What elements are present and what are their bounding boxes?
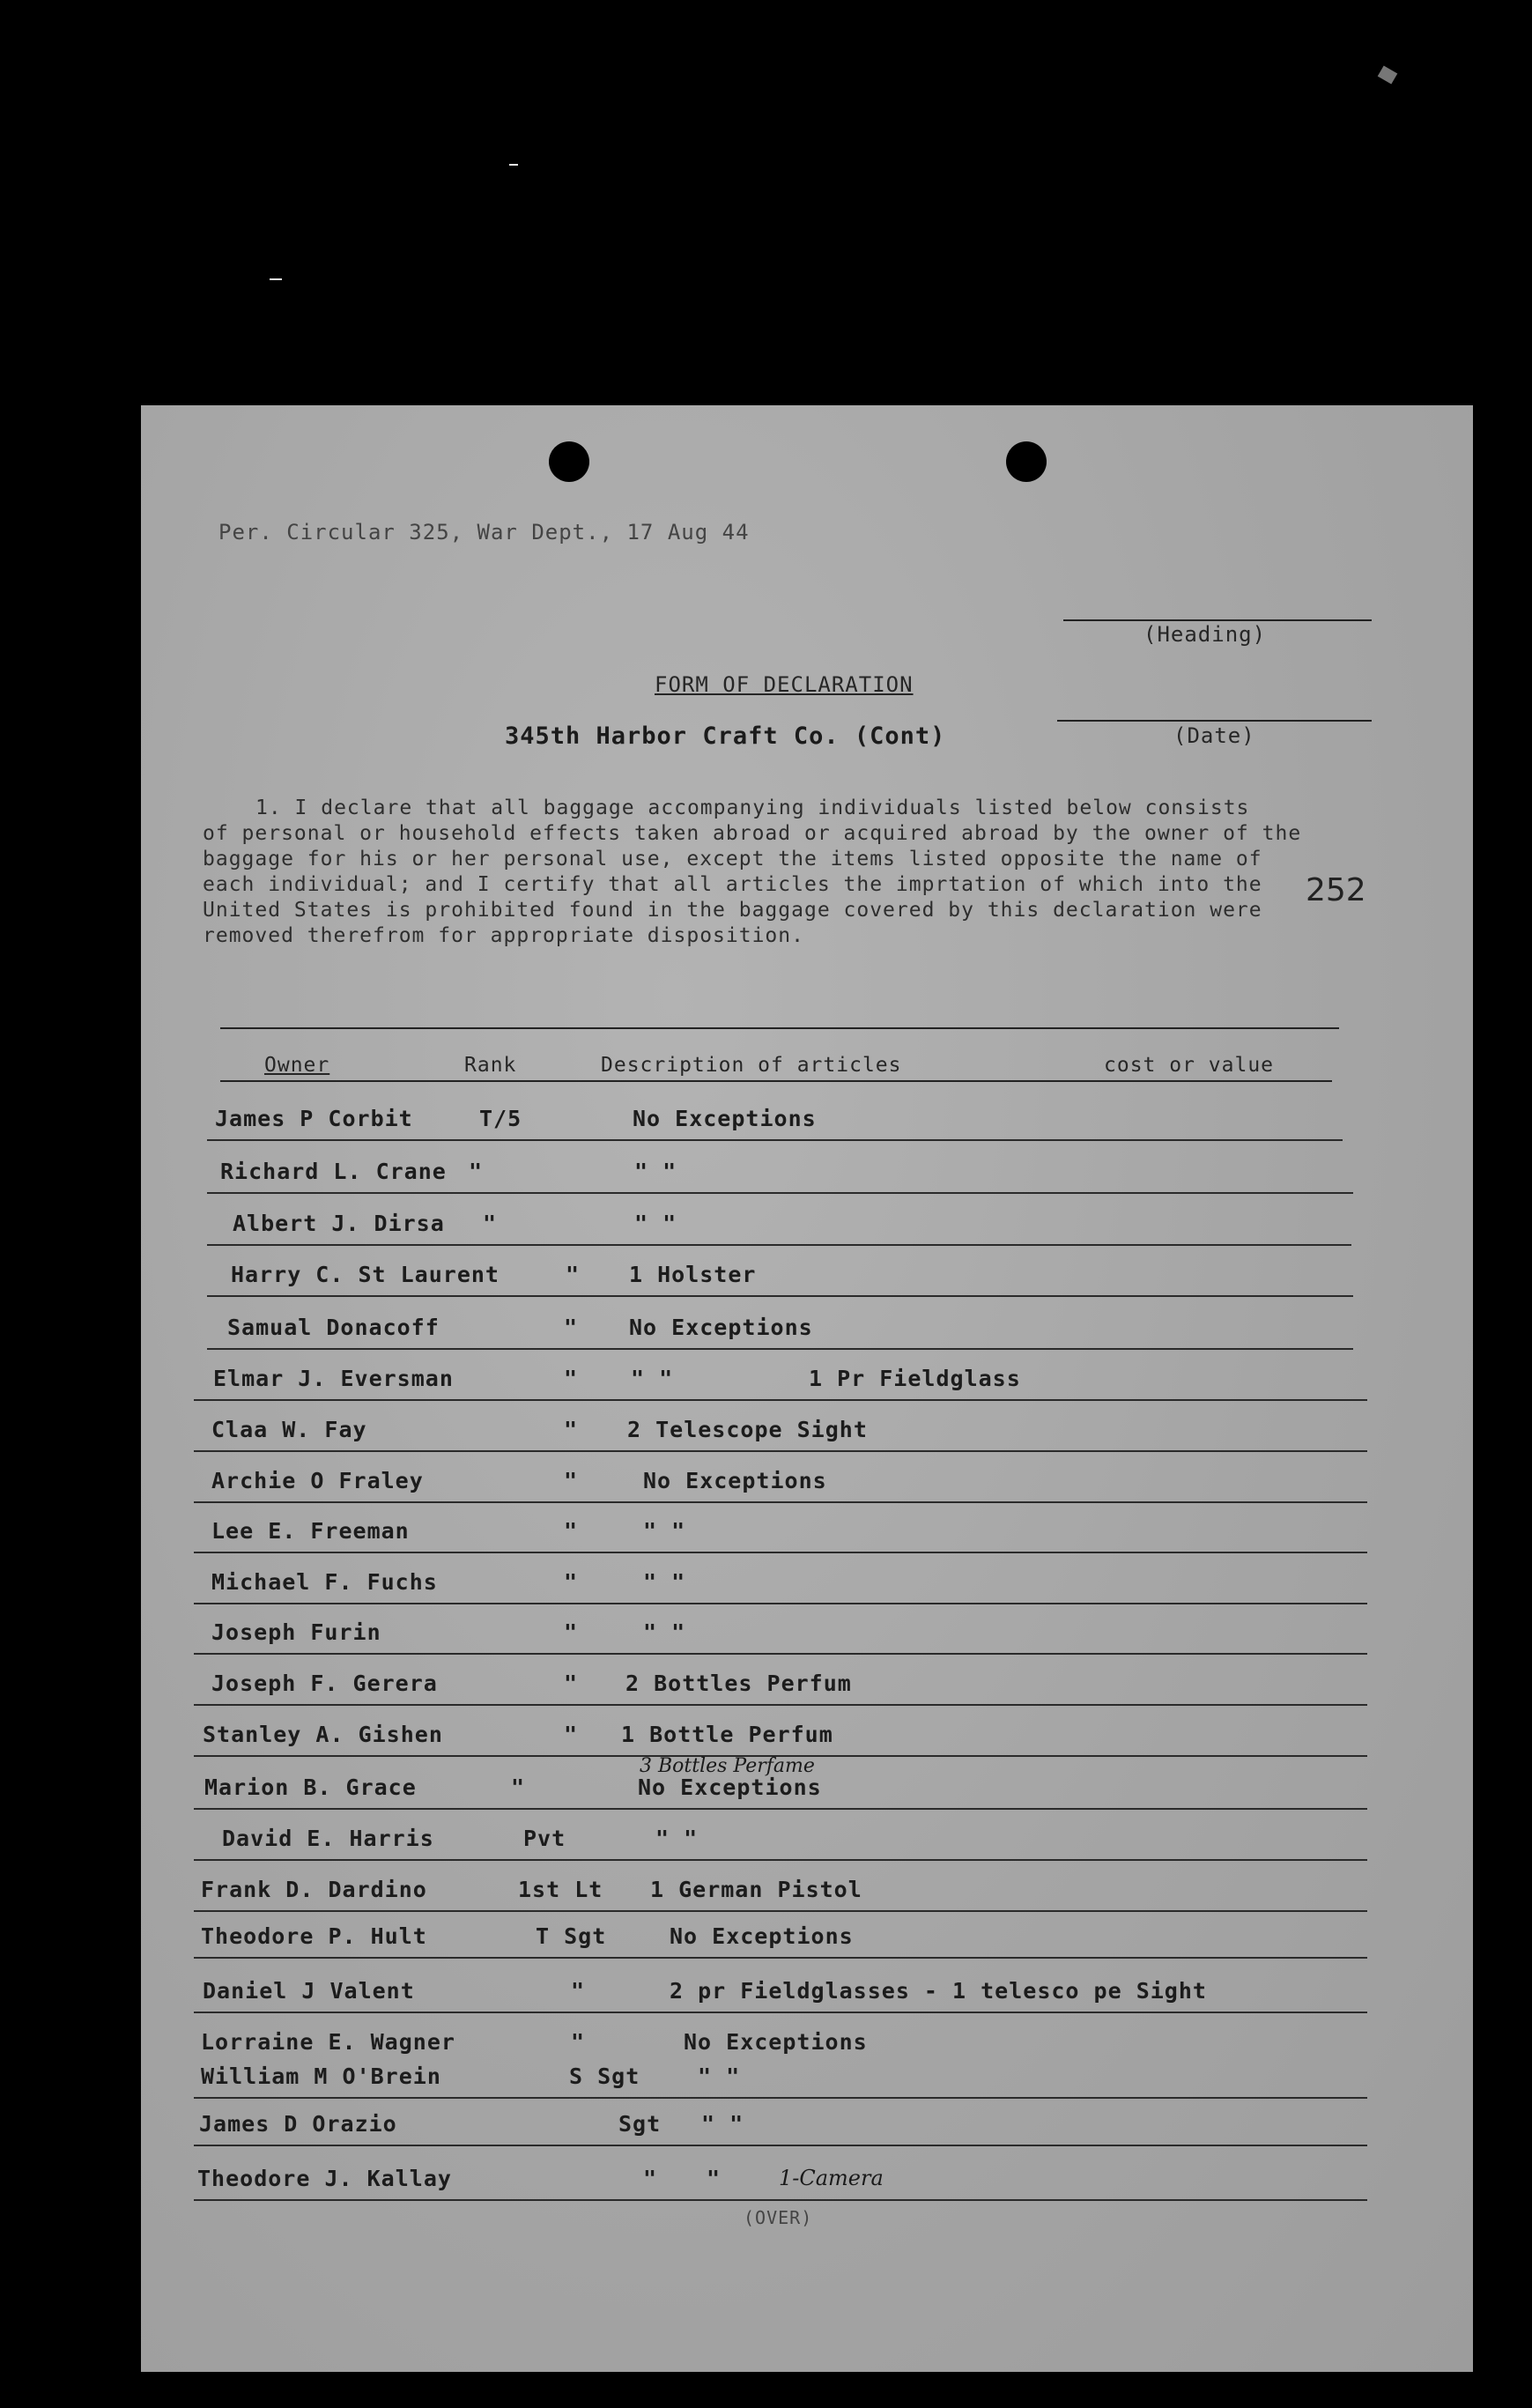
description-cell: ": [707, 2166, 722, 2191]
description-cell: " ": [643, 1619, 686, 1645]
declaration-form-page: [141, 405, 1473, 2372]
owner-cell: Samual Donacoff: [227, 1315, 440, 1340]
owner-cell: Daniel J Valent: [203, 1978, 415, 2004]
table-row: [141, 1159, 1473, 1194]
description-cell: No Exceptions: [638, 1775, 822, 1800]
row-line: [194, 2097, 1367, 2099]
row-line: [194, 2145, 1367, 2146]
row-line: [207, 1348, 1353, 1350]
column-rank: Rank: [464, 1054, 517, 1077]
date-label: (Date): [1173, 723, 1255, 748]
rank-cell: ": [564, 1315, 579, 1340]
description-cell: 1 Holster: [629, 1262, 757, 1287]
column-cost: cost or value: [1104, 1054, 1275, 1077]
rank-cell: ": [571, 1978, 586, 2004]
description-cell: 2 pr Fieldglasses - 1 telesco pe Sight: [670, 1978, 1207, 2004]
owner-cell: Elmar J. Eversman: [213, 1366, 454, 1391]
description-cell: No Exceptions: [670, 1923, 854, 1949]
rank-cell: Sgt: [618, 2111, 662, 2137]
description-cell: " ": [643, 1518, 686, 1544]
handwritten-camera-note: 1-Camera: [779, 2166, 884, 2190]
owner-cell: Lorraine E. Wagner: [201, 2029, 455, 2055]
description-cell: No Exceptions: [684, 2029, 868, 2055]
row-line: [194, 1501, 1367, 1503]
row-line: [194, 1957, 1367, 1959]
table-row: [141, 1671, 1473, 1706]
punch-hole-left: [549, 441, 589, 482]
form-title: FORM OF DECLARATION: [655, 672, 914, 697]
table-row: [141, 1417, 1473, 1452]
row-line: [194, 1704, 1367, 1706]
row-line: [207, 1295, 1353, 1297]
rank-cell: ": [511, 1775, 526, 1800]
column-owner: Owner: [264, 1054, 330, 1077]
row-line: [194, 2012, 1367, 2013]
owner-cell: Theodore P. Hult: [201, 1923, 427, 1949]
table-row: [141, 1106, 1473, 1141]
table-row: [141, 1468, 1473, 1503]
description-cell: 2 Bottles Perfum: [625, 1671, 852, 1696]
row-line: [194, 2199, 1367, 2201]
handwritten-perfume-note: 3 Bottles Perfame: [640, 1755, 815, 1777]
description-cell: No Exceptions: [633, 1106, 817, 1131]
description-cell: No Exceptions: [643, 1468, 827, 1493]
table-row: [141, 1722, 1473, 1757]
owner-cell: Lee E. Freeman: [211, 1518, 410, 1544]
row-line: [207, 1192, 1353, 1194]
owner-cell: Harry C. St Laurent: [231, 1262, 500, 1287]
owner-cell: James D Orazio: [199, 2111, 397, 2137]
declaration-line: each individual; and I certify that all articles the imprtation of which into the: [203, 873, 1262, 896]
row-line: [207, 1244, 1351, 1246]
table-row: [141, 2063, 1473, 2099]
owner-cell: Joseph F. Gerera: [211, 1671, 438, 1696]
row-line: [194, 1653, 1367, 1655]
declaration-paragraph: [203, 796, 1436, 949]
owner-cell: David E. Harris: [222, 1826, 434, 1851]
row-line: [194, 1552, 1367, 1553]
rank-cell: T/5: [479, 1106, 522, 1131]
owner-cell: William M O'Brein: [201, 2063, 441, 2089]
table-row: [141, 1366, 1473, 1401]
owner-cell: Michael F. Fuchs: [211, 1569, 438, 1595]
table-row: [141, 1518, 1473, 1553]
rank-cell: ": [564, 1671, 579, 1696]
row-line: [194, 1399, 1367, 1401]
declaration-line: 1. I declare that all baggage accompanying individuals listed below consists: [255, 796, 1250, 819]
owner-cell: Frank D. Dardino: [201, 1877, 427, 1902]
owner-cell: Marion B. Grace: [204, 1775, 417, 1800]
scan-speck: [270, 278, 282, 280]
description-cell: " ": [634, 1159, 677, 1184]
rank-cell: ": [469, 1159, 484, 1184]
rank-cell: ": [564, 1569, 579, 1595]
row-line: [194, 1450, 1367, 1452]
description-cell: 1 German Pistol: [650, 1877, 862, 1902]
table-row: [141, 1569, 1473, 1604]
rank-cell: T Sgt: [536, 1923, 607, 1949]
heading-line: [1063, 619, 1372, 621]
table-row: [141, 1826, 1473, 1861]
rank-cell: S Sgt: [569, 2063, 640, 2089]
rank-cell: Pvt: [523, 1826, 566, 1851]
table-row: [141, 1619, 1473, 1655]
heading-label: (Heading): [1143, 622, 1267, 647]
table-row: [141, 2029, 1473, 2064]
declaration-line: of personal or household effects taken abroad or acquired abroad by the owner of the: [203, 822, 1302, 845]
rank-cell: ": [564, 1518, 579, 1544]
table-row: [141, 2111, 1473, 2146]
description-cell: " ": [701, 2111, 744, 2137]
description-cell: 1 Bottle Perfum: [621, 1722, 833, 1747]
table-top-line: [220, 1027, 1339, 1029]
scan-speck: [1378, 65, 1398, 84]
description-cell: " ": [634, 1211, 677, 1236]
stamped-page-number: 252: [1306, 872, 1366, 908]
owner-cell: Joseph Furin: [211, 1619, 381, 1645]
owner-cell: Claa W. Fay: [211, 1417, 367, 1442]
table-row: [141, 1262, 1473, 1297]
description-cell: No Exceptions: [629, 1315, 813, 1340]
row-line: [194, 1808, 1367, 1810]
rank-cell: 1st Lt: [518, 1877, 603, 1902]
date-line: [1057, 720, 1372, 722]
rank-cell: ": [483, 1211, 498, 1236]
rank-cell: ": [564, 1417, 579, 1442]
table-row: [141, 1315, 1473, 1350]
rank-cell: ": [571, 2029, 586, 2055]
description-cell: " ": [698, 2063, 741, 2089]
extra-description-cell: 1 Pr Fieldglass: [809, 1366, 1021, 1391]
row-line: [194, 1603, 1367, 1604]
row-line: [194, 1859, 1367, 1861]
table-row: [141, 1978, 1473, 2013]
declaration-line: United States is prohibited found in the baggage covered by this declaration were: [203, 899, 1262, 922]
header-rule: [220, 1080, 1332, 1082]
rank-cell: ": [564, 1366, 579, 1391]
circular-reference: Per. Circular 325, War Dept., 17 Aug 44: [218, 520, 750, 545]
scan-speck: [509, 164, 518, 166]
rank-cell: ": [566, 1262, 581, 1287]
description-cell: " ": [655, 1826, 699, 1851]
table-row: [141, 1775, 1473, 1810]
rank-cell: ": [564, 1619, 579, 1645]
declaration-line: removed therefrom for appropriate disposition.: [203, 924, 804, 947]
owner-cell: James P Corbit: [215, 1106, 413, 1131]
owner-cell: Albert J. Dirsa: [233, 1211, 445, 1236]
punch-hole-right: [1006, 441, 1047, 482]
description-cell: " ": [631, 1366, 674, 1391]
table-row: [141, 1923, 1473, 1959]
column-description: Description of articles: [601, 1054, 902, 1077]
rank-cell: ": [643, 2166, 658, 2191]
table-row: [141, 1877, 1473, 1912]
owner-cell: Theodore J. Kallay: [197, 2166, 452, 2191]
declaration-line: baggage for his or her personal use, except the items listed opposite the name of: [203, 848, 1262, 871]
description-cell: " ": [643, 1569, 686, 1595]
rank-cell: ": [564, 1722, 579, 1747]
row-line: [194, 1910, 1367, 1912]
table-row: [141, 1211, 1473, 1246]
owner-cell: Stanley A. Gishen: [203, 1722, 443, 1747]
description-cell: 2 Telescope Sight: [627, 1417, 868, 1442]
unit-name: 345th Harbor Craft Co. (Cont): [505, 722, 946, 750]
over-label: (OVER): [744, 2207, 813, 2228]
row-line: [207, 1139, 1343, 1141]
rank-cell: ": [564, 1468, 579, 1493]
owner-cell: Archie O Fraley: [211, 1468, 424, 1493]
owner-cell: Richard L. Crane: [220, 1159, 447, 1184]
